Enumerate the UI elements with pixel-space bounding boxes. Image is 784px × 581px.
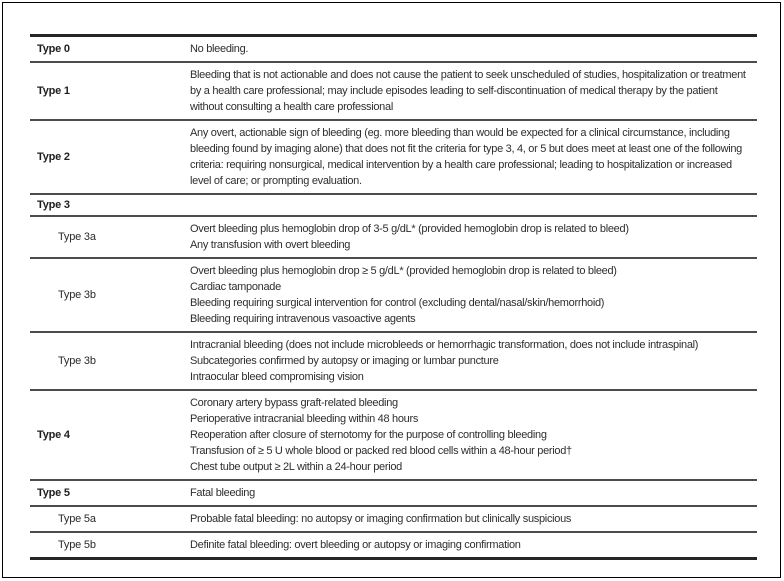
barc-table-container [30, 34, 757, 560]
row-content [190, 332, 757, 390]
row-label: Type 3 [37, 199, 70, 211]
content-line: Coronary artery bypass graft-related bleeding [190, 397, 398, 409]
content-line: Subcategories confirmed by autopsy or imaging or lumbar puncture [190, 355, 499, 367]
row-label: Type 5 [37, 487, 70, 499]
table-row [30, 194, 757, 216]
row-label: Type 4 [37, 429, 70, 441]
table-row [30, 480, 757, 506]
table-row [30, 332, 757, 390]
row-label: Type 3b [58, 355, 96, 367]
row-content [190, 62, 757, 120]
content-line: Reoperation after closure of sternotomy for the purpose of controlling bleeding [190, 429, 547, 441]
content-line: Bleeding that is not actionable and does not cause the patient to seek unscheduled of studies, hospitalization or treatment by a health care professional; may include episodes leading to self-discontinuation of medical therapy by the patient without consulting a health care professional [190, 69, 746, 113]
table-row [30, 120, 757, 194]
content-line: Overt bleeding plus hemoglobin drop of 3-5 g/dL* (provided hemoglobin drop is related to bleed) [190, 223, 629, 235]
content-line: Fatal bleeding [190, 487, 255, 499]
content-line: Bleeding requiring surgical intervention for control (excluding dental/nasal/skin/hemorrhoid) [190, 297, 605, 309]
content-line: Any overt, actionable sign of bleeding (eg. more bleeding than would be expected for a clinical circumstance, including bleeding found by imaging alone) that does not fit the criteria for type 3, 4, or 5 but does meet at least one of the following criteria: requiring nonsurgical, medical intervention by a health care professional; leading to hospitalization or increased level of care; or prompting evaluation. [190, 127, 742, 187]
row-label: Type 2 [37, 151, 70, 163]
table-row [30, 532, 757, 559]
row-content [190, 506, 757, 532]
content-line: Cardiac tamponade [190, 281, 281, 293]
row-label: Type 1 [37, 85, 70, 97]
content-line: Any transfusion with overt bleeding [190, 239, 351, 251]
content-line: Intracranial bleeding (does not include microbleeds or hemorrhagic transformation, does not include intraspinal) [190, 339, 699, 351]
row-content [190, 194, 757, 216]
table-row [30, 216, 757, 258]
barc-table [30, 34, 757, 560]
row-content [190, 36, 757, 63]
row-label: Type 3b [58, 289, 96, 301]
row-content [190, 390, 757, 480]
row-content [190, 480, 757, 506]
table-row [30, 258, 757, 332]
content-line: No bleeding. [190, 43, 249, 55]
row-content [190, 258, 757, 332]
content-line: Definite fatal bleeding: overt bleeding or autopsy or imaging confirmation [190, 539, 521, 551]
row-label: Type 0 [37, 43, 70, 55]
content-line: Perioperative intracranial bleeding within 48 hours [190, 413, 419, 425]
table-row [30, 390, 757, 480]
row-content [190, 216, 757, 258]
content-line: Transfusion of ≥ 5 U whole blood or packed red blood cells within a 48-hour period† [190, 445, 572, 457]
content-line: Overt bleeding plus hemoglobin drop ≥ 5 g/dL* (provided hemoglobin drop is related to bleed) [190, 265, 617, 277]
content-line: Intraocular bleed compromising vision [190, 371, 364, 383]
row-label: Type 5a [58, 513, 96, 525]
row-content [190, 120, 757, 194]
content-line: Chest tube output ≥ 2L within a 24-hour period [190, 461, 402, 473]
table-row [30, 506, 757, 532]
table-row [30, 36, 757, 63]
row-label: Type 3a [58, 231, 96, 243]
table-row [30, 62, 757, 120]
row-label: Type 5b [58, 539, 96, 551]
row-content [190, 532, 757, 559]
content-line: Bleeding requiring intravenous vasoactive agents [190, 313, 416, 325]
barc-table-body [30, 36, 757, 559]
content-line: Probable fatal bleeding: no autopsy or imaging confirmation but clinically suspicious [190, 513, 572, 525]
